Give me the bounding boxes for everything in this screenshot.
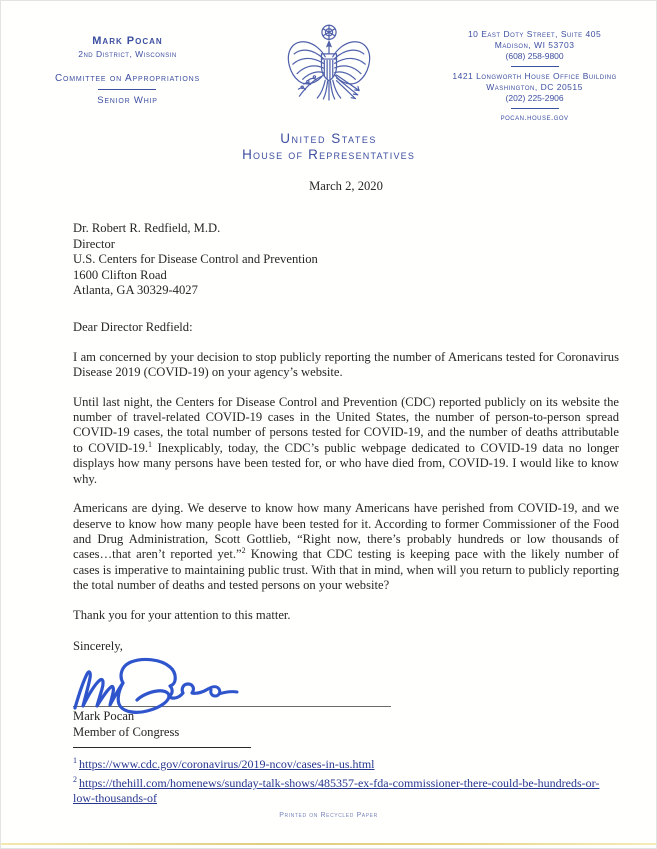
letterhead-house-of-representatives: House of Representatives (242, 147, 416, 162)
letterhead-divider (98, 89, 156, 90)
dc-office-city: Washington, DC 20515 (486, 82, 583, 92)
paragraph-2-text: Until last night, the Centers for Disease Control and Prevention (CDC) reported publicly on its website the number of travel-related COVID-19 cases in the United States, the number of person-to-person spread COVID-19 cases, the total number of persons tested for COVID-19, and the number of deaths attributable to COVID-19. (73, 394, 619, 455)
recipient-address-block (73, 221, 619, 298)
footnote-2 (73, 772, 619, 806)
letter-body (1, 179, 656, 740)
recycled-paper-note: Printed on Recycled Paper (279, 812, 378, 819)
member-role: Senior Whip (97, 95, 158, 106)
letterhead (1, 1, 656, 162)
dc-office-street: 1421 Longworth House Office Building (452, 71, 617, 81)
footnote-2-link[interactable]: https://thehill.com/homenews/sunday-talk-shows/485357-ex-fda-commissioner-there-could-be-hundreds-or-low-thousands-of (73, 776, 600, 806)
paragraph-3 (73, 501, 619, 593)
closing-salutation: Sincerely, (73, 638, 123, 653)
footnote-divider (73, 747, 251, 748)
footnote-1 (73, 753, 619, 772)
district-office-phone: (608) 258-9800 (505, 51, 564, 61)
letterhead-divider (511, 66, 559, 67)
footnote-1-marker: 1 (73, 756, 77, 765)
scan-edge-artifact (1, 843, 656, 845)
recipient-street: 1600 Clifton Road (73, 267, 167, 282)
paragraph-3-text: Americans are dying. We deserve to know how many Americans have perished from COVID-19, and we deserve to know how many people have been tested for it. According to former Commissioner of the Food and Drug Administration, Scott Gottlieb, “Right now, there’s probably hundreds or low thousands of cases…that aren’t reported yet.” (73, 501, 619, 562)
paragraph-1-text: I am concerned by your decision to stop publicly reporting the number of Americans tested for Coronavirus Disease 2019 (COVID-19) on your agency’s website. (73, 349, 619, 380)
recipient-name: Dr. Robert R. Redfield, M.D. (73, 221, 221, 236)
footnote-ref-1: 1 (148, 439, 153, 449)
letterhead-united-states: United States (280, 131, 377, 146)
member-district: 2nd District, Wisconsin (78, 49, 177, 59)
recipient-agency: U.S. Centers for Disease Control and Prevention (73, 252, 318, 267)
footnote-ref-2: 2 (241, 546, 246, 556)
member-name: Mark Pocan (92, 35, 163, 47)
letterhead-member-block (23, 21, 232, 162)
paragraph-4-text: Thank you for your attention to this matter. (73, 607, 291, 622)
signature-block (73, 656, 619, 740)
footnotes-section (73, 747, 619, 807)
paragraph-4 (73, 608, 619, 623)
signer-name: Mark Pocan (73, 709, 135, 724)
member-website: pocan.house.gov (500, 113, 569, 122)
footnote-2-marker: 2 (73, 775, 77, 785)
letterhead-divider (511, 108, 559, 109)
member-committee: Committee on Appropriations (54, 73, 200, 84)
letterhead-seal-block (232, 21, 425, 162)
signer-title: Member of Congress (73, 724, 180, 739)
footnote-1-link[interactable]: https://www.cdc.gov/coronavirus/2019-ncov/cases-in-us.html (79, 757, 375, 771)
dc-office-phone: (202) 225-2906 (505, 93, 564, 103)
district-office-city: Madison, WI 53703 (494, 40, 575, 50)
house-seal-icon (232, 21, 425, 117)
recipient-title: Director (73, 236, 115, 251)
recipient-city: Atlanta, GA 30329-4027 (73, 283, 198, 298)
paragraph-2 (73, 395, 619, 487)
paragraph-1 (73, 350, 619, 381)
district-office-street: 10 East Doty Street, Suite 405 (467, 29, 602, 39)
paragraph-3-text-cont: Knowing that CDC testing is keeping pace with the likely number of cases is imperative to maintaining public trust. With that in mind, when will you return to publicly reporting the total number of deaths and tested persons on your website? (73, 547, 620, 593)
paragraph-2-text-cont: Inexplicably, today, the CDC’s public webpage dedicated to COVID-19 data no longer displays how many persons have been tested for, or who have died from, COVID-19. I would like to know why. (73, 440, 619, 486)
letterhead-offices-block (425, 21, 644, 162)
letter-date: March 2, 2020 (309, 179, 383, 193)
salutation: Dear Director Redfield: (73, 320, 193, 335)
